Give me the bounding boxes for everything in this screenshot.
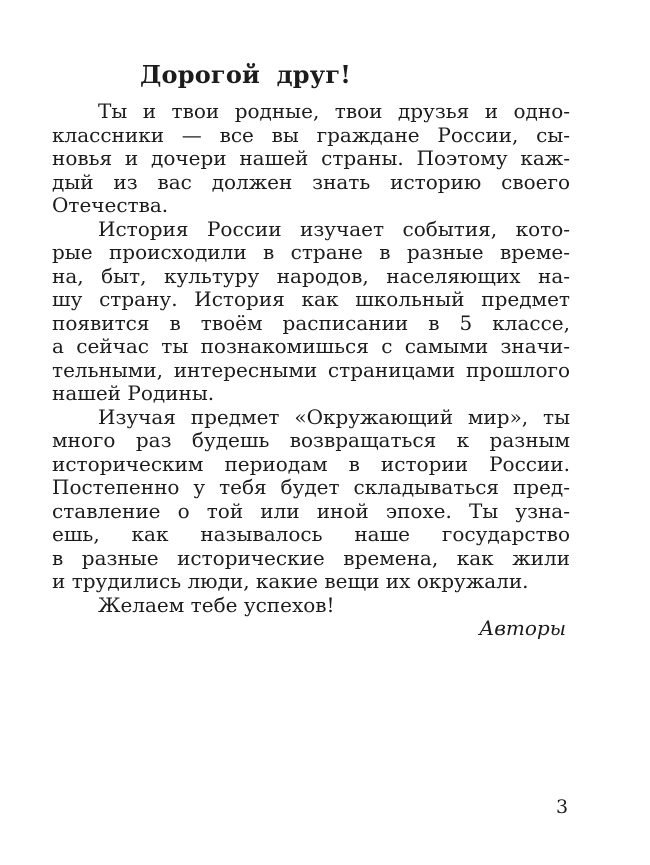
text-line: История России изучает события, кото- — [98, 216, 570, 241]
text-line: ешь, как называлось наше государство — [52, 522, 570, 546]
text-line: новья и дочери нашей страны. Поэтому каж- — [52, 146, 570, 170]
text-line: шу страну. История как школьный предмет — [52, 287, 570, 311]
page-number: 3 — [556, 796, 569, 818]
text-line: много раз будешь возвращаться к разным — [52, 428, 570, 452]
text-line: рые происходили в стране в разные време- — [52, 240, 570, 264]
text-line: и трудились люди, какие вещи их окружали. — [52, 569, 529, 593]
text-line: в разные исторические времена, как жили — [52, 545, 570, 570]
text-line: а сейчас ты познакомишься с самыми значи- — [52, 334, 570, 358]
text-line: Отечества. — [52, 193, 169, 217]
text-line: появится в твоём расписании в 5 классе, — [52, 310, 570, 335]
text-line: Постепенно у тебя будет складываться пред- — [52, 475, 570, 499]
text-line: на, быт, культуру народов, населяющих на- — [52, 263, 570, 288]
author-signature: Авторы — [479, 616, 566, 640]
text-line: Ты и твои родные, твои друзья и одно- — [98, 99, 570, 123]
body-text — [52, 100, 570, 641]
text-line: историческим периодам в истории России. — [52, 451, 570, 476]
text-line: Желаем тебе успехов! — [98, 592, 335, 617]
text-line: дый из вас должен знать историю своего — [52, 169, 570, 194]
text-line: ставление о той или иной эпохе. Ты узна- — [52, 498, 570, 523]
text-line: нашей Родины. — [52, 381, 215, 405]
text-line: классники — все вы граждане России, сы- — [52, 122, 570, 147]
text-line: Изучая предмет «Окружающий мир», ты — [98, 404, 570, 429]
text-line: тельными, интересными страницами прошлого — [52, 357, 570, 382]
paragraphs — [52, 100, 570, 617]
page-title: Дорогой друг! — [140, 60, 351, 89]
